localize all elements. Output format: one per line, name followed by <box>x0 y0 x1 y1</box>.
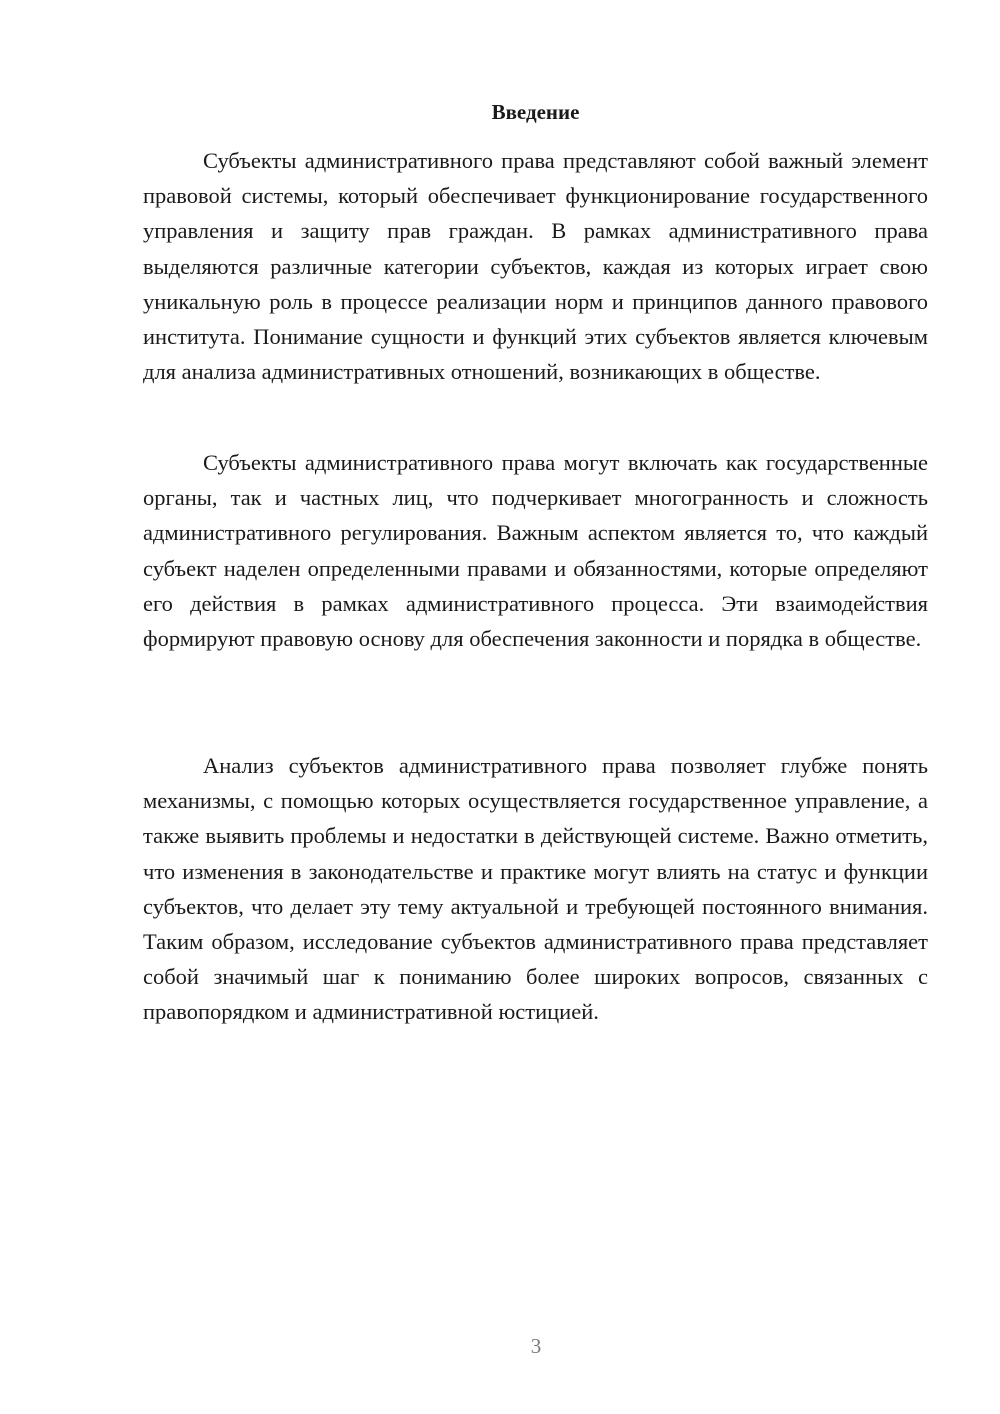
paragraph-1: Субъекты административного права представляют собой важный элемент правовой системы, который обеспечивает функционирование государственного управления и защиту прав граждан. В рамках административного права выделяются различные категории субъектов, каждая из которых играет свою уникальную роль в процессе реализации норм и принципов данного правового института. Понимание сущности и функций этих субъектов является ключевым для анализа административных отношений, возникающих в обществе. <box>143 148 928 385</box>
paragraph-3: Анализ субъектов административного права позволяет глубже понять механизмы, с помощью которых осуществляется государственное управление, а также выявить проблемы и недостатки в действующей системе. Важно отметить, что изменения в законодательстве и практике могут влиять на статус и функции субъектов, что делает эту тему актуальной и требующей постоянного внимания. Таким образом, исследование субъектов административного права представляет собой значимый шаг к пониманию более широких вопросов, связанных с правопорядком и административной юстицией. <box>143 753 928 1025</box>
section-heading: Введение <box>491 100 580 124</box>
paragraph-2: Субъекты административного права могут включать как государственные органы, так и частных лиц, что подчеркивает многогранность и сложность административного регулирования. Важным аспектом является то, что каждый субъект наделен определенными правами и обязанностями, которые определяют его действия в рамках административного процесса. Эти взаимодействия формируют правовую основу для обеспечения законности и порядка в обществе. <box>143 450 928 652</box>
page-number: 3 <box>530 1334 542 1358</box>
